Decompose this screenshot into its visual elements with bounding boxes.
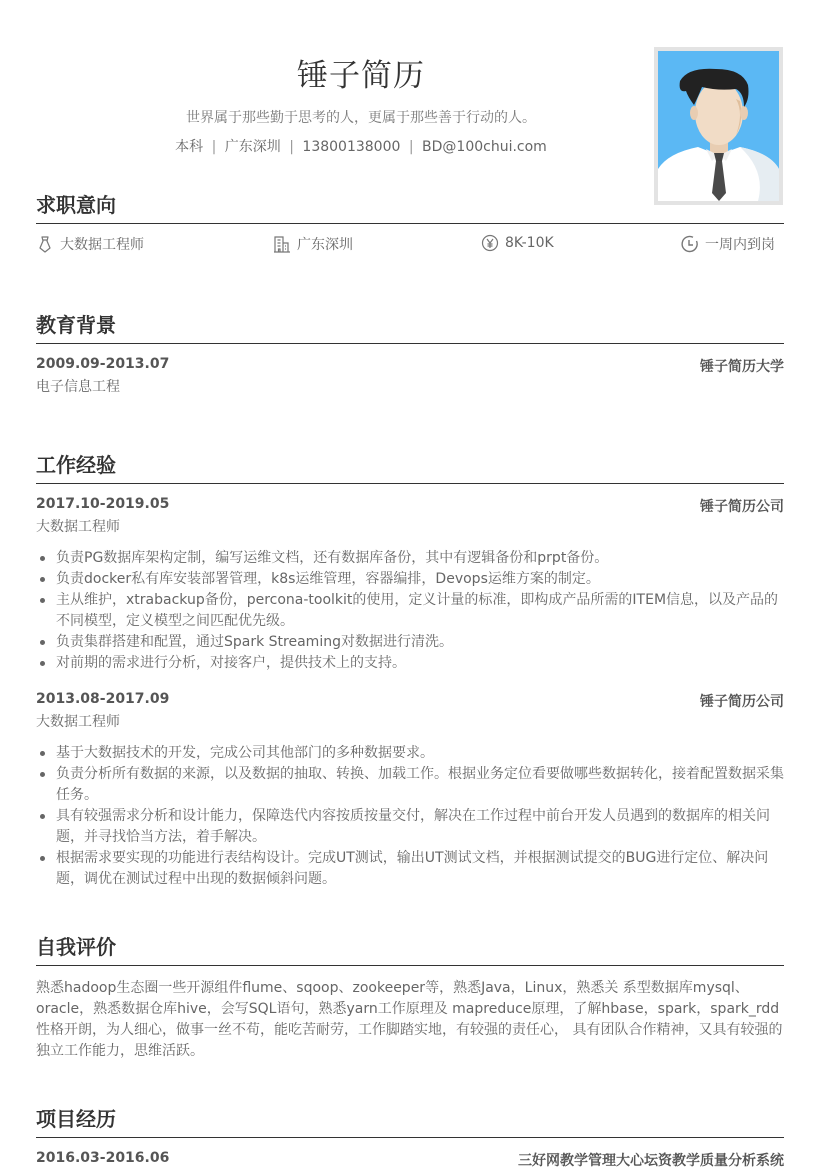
intent-salary [481, 234, 554, 252]
section-projects [36, 1104, 784, 1171]
section-work-experience [36, 450, 784, 890]
intent-city [273, 234, 353, 254]
intent-position-label: 大数据工程师 [60, 237, 144, 253]
section-title: 工作经验 [36, 450, 784, 484]
section-job-intent [36, 190, 784, 253]
major: 电子信息工程 [36, 379, 120, 395]
education-entry [36, 356, 784, 398]
school-name: 锤子简历大学 [700, 359, 784, 375]
duty-item: 负责分析所有数据的来源，以及数据的抽取、转换、加载工作。根据业务定位看要做哪些数据转化，接着配置数据采集任务。 [36, 764, 784, 806]
email: BD@100chui.com [422, 139, 547, 155]
job-role: 大数据工程师 [36, 714, 120, 730]
tie-icon [36, 235, 54, 253]
separator: | [408, 139, 414, 155]
candidate-name: 锤子简历 [297, 58, 425, 94]
intent-position [36, 234, 144, 254]
entry-head [36, 356, 784, 377]
project-entry [36, 1150, 784, 1171]
separator: | [289, 139, 294, 155]
separator: | [211, 139, 217, 155]
duty-item: 负责PG数据库架构定制，编写运维文档，还有数据库备份，其中有逻辑备份和prpt备份。 [36, 548, 784, 569]
yen-icon [481, 234, 499, 252]
degree: 本科 [175, 139, 204, 155]
self-evaluation-text: 熟悉hadoop生态圈一些开源组件flume、sqoop、zookeeper等，熟悉Java，Linux，熟悉关 系型数据库mysql、oracle，熟悉数据仓库hive，会写SQL语句，熟悉yarn工作原理及 mapreduce原理，了解hbase，spark，spark_rdd 性格开朗，为人细心，做事一丝不苟，能吃苦耐劳，工作脚踏实地，有较强的责任心， 具有团队合作精神，又具有较强的独立工作能力，思维活跃。 [36, 980, 783, 1059]
phone: 13800138000 [302, 139, 401, 155]
resume-header [36, 0, 686, 170]
profile-photo [654, 47, 783, 205]
section-education [36, 310, 784, 398]
entry-head [36, 691, 784, 712]
building-icon [273, 235, 291, 253]
job-role: 大数据工程师 [36, 519, 120, 535]
job-intent-row [36, 234, 784, 258]
work-entry [36, 691, 784, 890]
motto: 世界属于那些勤于思考的人，更属于那些善于行动的人。 [186, 110, 536, 126]
avatar-illustration-icon [658, 51, 779, 201]
clock-icon [681, 235, 699, 253]
work-entry [36, 496, 784, 674]
section-title: 教育背景 [36, 310, 784, 344]
duty-item: 负责集群搭建和配置，通过Spark Streaming对数据进行清洗。 [36, 632, 784, 653]
project-date: 2016.03-2016.06 [36, 1150, 170, 1166]
duty-item: 基于大数据技术的开发，完成公司其他部门的多种数据要求。 [36, 743, 784, 764]
duty-list [36, 743, 784, 890]
company-name: 锤子简历公司 [700, 499, 784, 515]
duty-item: 对前期的需求进行分析，对接客户，提供技术上的支持。 [36, 653, 784, 674]
project-name: 三好网教学管理大心坛资教学质量分析系统 [518, 1153, 784, 1169]
duty-item: 根据需求要实现的功能进行表结构设计。完成UT测试，输出UT测试文档，并根据测试提交的BUG进行定位、解决问题，调优在测试过程中出现的数据倾斜问题。 [36, 848, 784, 890]
section-title: 自我评价 [36, 932, 784, 966]
intent-availability-label: 一周内到岗 [705, 237, 775, 253]
duty-list [36, 548, 784, 674]
contact-line [36, 136, 686, 156]
intent-salary-label: 8K-10K [505, 235, 554, 251]
intent-availability [681, 234, 775, 254]
city: 广东深圳 [224, 139, 281, 155]
duty-item: 主从维护，xtrabackup备份，percona-toolkit的使用，定义计量的标准，即构成产品所需的ITEM信息，以及产品的不同模型，定义模型之间匹配优先级。 [36, 590, 784, 632]
education-date: 2009.09-2013.07 [36, 356, 170, 372]
company-name: 锤子简历公司 [700, 694, 784, 710]
duty-item: 负责docker私有库安装部署管理，k8s运维管理，容器编排，Devops运维方案的制定。 [36, 569, 784, 590]
entry-head [36, 1150, 784, 1171]
section-title: 项目经历 [36, 1104, 784, 1138]
intent-city-label: 广东深圳 [297, 237, 353, 253]
work-date: 2017.10-2019.05 [36, 496, 170, 512]
entry-head [36, 496, 784, 517]
duty-item: 具有较强需求分析和设计能力，保障迭代内容按质按量交付，解决在工作过程中前台开发人员遇到的数据库的相关问题，并寻找恰当方法，着手解决。 [36, 806, 784, 848]
section-title: 求职意向 [36, 190, 784, 224]
work-date: 2013.08-2017.09 [36, 691, 170, 707]
section-self-evaluation [36, 932, 784, 1062]
